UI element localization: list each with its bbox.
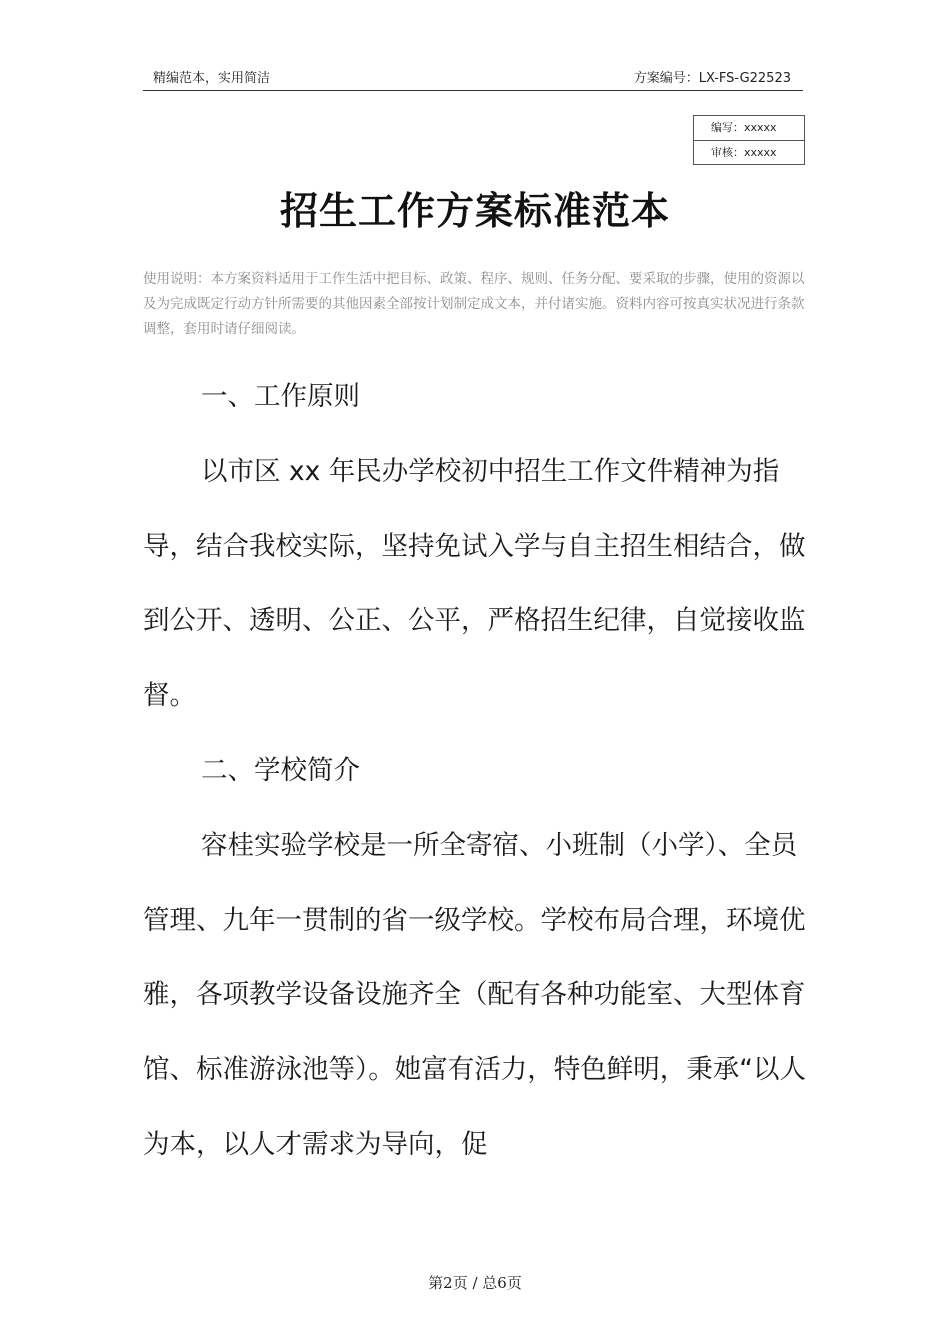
header-document-number: 方案编号：LX-FS-G22523 xyxy=(633,71,791,86)
page-number-footer: 第2页 / 总6页 xyxy=(428,1274,522,1292)
reviewer-field: 审核：xxxxx xyxy=(694,140,804,164)
document-title: 招生工作方案标准范本 xyxy=(279,189,670,233)
header-tagline: 精编范本，实用简洁 xyxy=(153,71,271,86)
author-review-box xyxy=(693,115,805,165)
section-paragraph-work-principles: 以市区 xx 年民办学校初中招生工作文件精神为指导，结合我校实际，坚持免试入学与自主招生相结合，做到公开、透明、公正、公平，严格招生纪律，自觉接收监督。 xyxy=(143,455,806,712)
document-body xyxy=(143,360,807,1183)
page-header xyxy=(143,62,803,91)
section-heading-school-intro: 二、学校简介 xyxy=(201,754,360,786)
author-field: 编写：xxxxx xyxy=(711,121,777,134)
section-heading-work-principles: 一、工作原则 xyxy=(201,381,360,412)
section-paragraph-school-intro: 容桂实验学校是一所全寄宿、小班制（小学）、全员管理、九年一贯制的省一级学校。学校布局合理，环境优雅，各项教学设备设施齐全（配有各种功能室、大型体育馆、标准游泳池等）。她富有活力，特色鲜明，秉承“以人为本，以人才需求为导向，促 xyxy=(143,829,806,1160)
usage-note: 使用说明：本方案资料适用于工作生活中把目标、政策、程序、规则、任务分配、要采取的步骤，使用的资源以及为完成既定行动方针所需要的其他因素全部按计划制定成文本，并付诸实施。资料内容可按真实状况进行条款调整，套用时请仔细阅读。 xyxy=(143,271,805,337)
